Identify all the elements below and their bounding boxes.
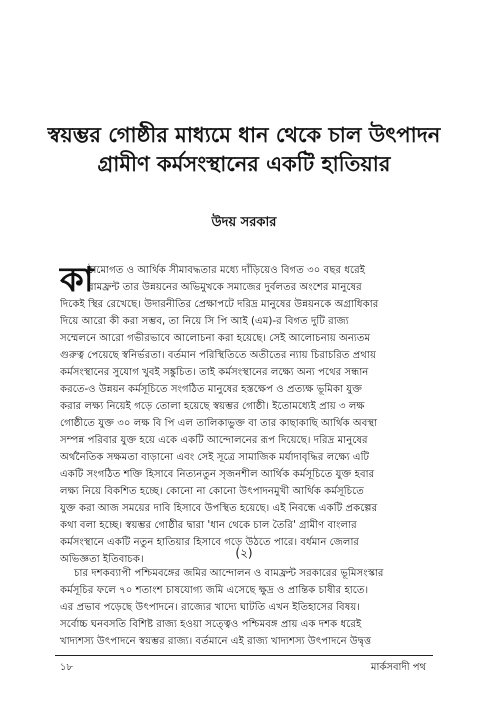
text-line: দিয়ে আরো কী করা সম্ভব, তা নিয়ে সি পি আই (এম)-র বিগত দুটি রাজ্য — [60, 316, 349, 327]
text-line: লক্ষ্য নিয়ে বিকশিত হচ্ছে। কোনো না কোনো উৎপাদনমুখী আর্থিক কর্মসূচিতে — [60, 486, 364, 497]
text-line: অর্থনৈতিক সক্ষমতা বাড়ানো এবং সেই সূত্রে সামাজিক মর্যাদাবৃদ্ধির লক্ষ্যে এটি — [60, 452, 370, 463]
paragraph-1 — [60, 262, 435, 568]
drop-cap: কা — [60, 260, 94, 300]
text-line: সর্বোচ্চ ঘনবসতি বিশিষ্ট রাজ্য হওয়া সত্ত্বেও পশ্চিমবঙ্গ প্রায় এক দশক ধরেই — [60, 619, 362, 630]
text-line: কর্মসংস্থানে একটি নতুন হাতিয়ার হিসাবে গড়ে উঠতে পারে। বর্ধমান জেলার — [60, 537, 360, 548]
page-number: ১৮ — [60, 662, 73, 673]
text-line: ঠামোগত ও আর্থিক সীমাবদ্ধতার মধ্যে দাঁড়িয়েও বিগত ৩০ বছর ধরেই — [88, 265, 365, 276]
text-line: কর্মসূচির ফলে ৭০ শতাংশ চাষযোগ্য জমি এসেছে ক্ষুদ্র ও প্রান্তিক চাষীর হাতে। — [60, 585, 369, 596]
text-line: দিকেই স্থির রেখেছে। উদারনীতির প্রেক্ষাপটে দরিদ্র মানুষের উন্নয়নকে অগ্রাধিকার — [60, 299, 379, 310]
footer-rule — [55, 655, 433, 656]
text-line: বামফ্রন্ট তার উন্নয়নের অভিমুখকে সমাজের দুর্বলতর অংশের মানুষের — [88, 282, 362, 293]
text-line: করার লক্ষ্য নিয়েই গড়ে তোলা হয়েছে স্বয়ম্ভর গোষ্ঠী। ইতোমধ্যেই প্রায় ৩ লক্ষ — [60, 401, 365, 412]
text-line: এর প্রভাব পড়েছে উৎপাদনে। রাজ্যের খাদ্যে ঘাটতি এখন ইতিহাসের বিষয়। — [60, 602, 360, 613]
article-author: উদয় সরকার — [211, 215, 277, 230]
text-line: খাদ্যশস্য উৎপাদনে স্বয়ম্ভর রাজ্য। বর্তমানে এই রাজ্য খাদ্যশস্য উৎপাদনে উদ্বৃত্ত — [60, 636, 372, 647]
section-marker: (২) — [235, 546, 253, 560]
paragraph-2 — [60, 565, 435, 650]
text-line: সম্মেলনে আরো গভীরভাবে আলোচনা করা হয়েছে। সেই আলোচনায় অন্যতম — [60, 333, 371, 344]
text-line: কর্মসংস্থানের সুযোগ খুবই সঙ্কুচিত। তাই কর্মসংস্থানের লক্ষ্যে অন্য পথের সন্ধান — [60, 367, 369, 378]
text-line: করতে-ও উন্নয়ন কর্মসূচিতে সংগঠিত মানুষের হস্তক্ষেপ ও প্রত্যক্ষ ভূমিকা যুক্ত — [60, 384, 362, 395]
article-title-line-1: স্বয়ম্ভর গোষ্ঠীর মাধ্যমে ধান থেকে চাল উৎপাদন — [47, 123, 441, 147]
text-line: সম্পন্ন পরিবার যুক্ত হয়ে একে একটি আন্দোলনের রূপ দিয়েছে। দরিদ্র মানুষের — [60, 435, 368, 446]
text-line: একটি সংগঠিত শক্তি হিসাবে নিত্যনতুন সৃজনশীল আর্থিক কর্মসূচিতে যুক্ত হবার — [60, 469, 375, 480]
text-line: অভিজ্ঞতা ইতিবাচক। — [60, 554, 144, 565]
text-line: গুরুত্ব পেয়েছে স্বনির্ভরতা। বর্তমান পরিস্থিতিতে অতীতের ন্যায় চিরাচরিত প্রথায় — [60, 350, 376, 361]
article-title-line-2: গ্রামীণ কর্মসংস্থানের একটি হাতিয়ার — [97, 152, 391, 176]
text-line: যুক্ত করা আজ সময়ের দাবি হিসাবে উপস্থিত হয়েছে। এই নিবন্ধে একটি প্রকল্পের — [60, 503, 378, 514]
text-line: চার দশকব্যাপী পশ্চিমবঙ্গের জমির আন্দোলন ও বামফ্রন্ট সরকারের ভূমিসংস্কার — [74, 568, 384, 579]
text-line: গোষ্ঠীতে যুক্ত ৩০ লক্ষ বি পি এল তালিকাভুক্ত বা তার কাছাকাছি আর্থিক অবস্থা — [60, 418, 378, 429]
text-line: কথা বলা হচ্ছে। স্বয়ম্ভর গোষ্ঠীর দ্বারা 'ধান থেকে চাল তৈরি' গ্রামীণ বাংলার — [60, 520, 357, 531]
journal-name: মার্কসবাদী পথ — [370, 662, 426, 673]
